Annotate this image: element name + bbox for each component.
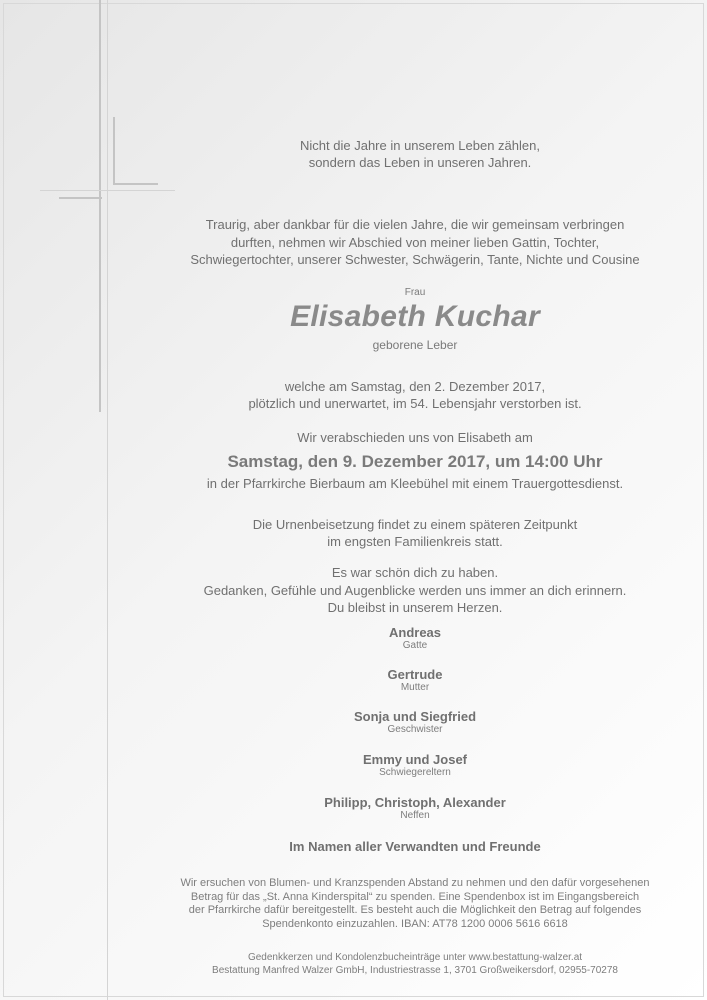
farewell-intro: Wir verabschieden uns von Elisabeth am (297, 430, 533, 445)
death-notice: welche am Samstag, den 2. Dezember 2017, plötzlich und unerwartet, im 54. Lebensjahr verstorben ist. (248, 379, 582, 411)
mourner-name: Emmy und Josef (362, 752, 468, 767)
mourner-entry (130, 709, 700, 735)
mourner-name: Gertrude (387, 667, 443, 682)
mourner-entry (130, 752, 700, 778)
intro-text: Traurig, aber dankbar für die vielen Jahre, die wir gemeinsam verbringen durften, nehmen wir Abschied von meiner lieben Gattin, Tochter, Schwiegertochter, unserer Schwester, Schwägerin, Tante, Nichte und Cousine (190, 217, 640, 267)
motto: Nicht die Jahre in unserem Leben zählen, sondern das Leben in unseren Jahren. (300, 138, 540, 170)
service-date: Samstag, den 9. Dezember 2017, um 14:00 Uhr (227, 452, 603, 471)
funeral-home-footer: Gedenkkerzen und Kondolenzbucheinträge unter www.bestattung-walzer.at Bestattung Manfred Walzer GmbH, Industriestrasse 1, 3701 Großweikersdorf, 02955-70278 (212, 952, 618, 976)
mourner-entry (130, 795, 700, 821)
donation-notice: Wir ersuchen von Blumen- und Kranzspenden Abstand zu nehmen und den dafür vorgesehenen Betrag für das „St. Anna Kinderspital“ zu spenden. Eine Spendenbox ist im Eingangsbereich der Pfarrkirche dafür bereitgestellt. Es besteht auch die Möglichkeit den Betrag auf folgendes Spendenkonto einzuzahlen. IBAN: AT78 1200 0006 5616 6618 (180, 877, 650, 930)
deceased-name: Elisabeth Kuchar (290, 300, 540, 333)
mourner-role: Mutter (400, 682, 430, 693)
poem: Es war schön dich zu haben. Gedanken, Gefühle und Augenblicke werden uns immer an dich erinnern. Du bleibst in unserem Herzen. (203, 565, 627, 615)
urn-burial-notice: Die Urnenbeisetzung findet zu einem späteren Zeitpunkt im engsten Familienkreis statt. (252, 517, 578, 549)
mourner-name: Philipp, Christoph, Alexander (324, 795, 506, 810)
mourner-role: Neffen (400, 810, 430, 821)
mourner-role: Gatte (402, 640, 428, 651)
closing-line: Im Namen aller Verwandten und Freunde (289, 839, 541, 854)
birth-name: geborene Leber (372, 338, 458, 352)
mourner-role: Schwiegereltern (379, 767, 451, 778)
mourner-name: Andreas (388, 625, 442, 640)
mourner-role: Geschwister (387, 724, 443, 735)
mourner-entry (130, 667, 700, 693)
salutation: Frau (404, 287, 426, 298)
mourner-entry (130, 625, 700, 651)
mourner-name: Sonja und Siegfried (353, 709, 477, 724)
service-place: in der Pfarrkirche Bierbaum am Kleebühel mit einem Trauergottesdienst. (206, 476, 624, 491)
